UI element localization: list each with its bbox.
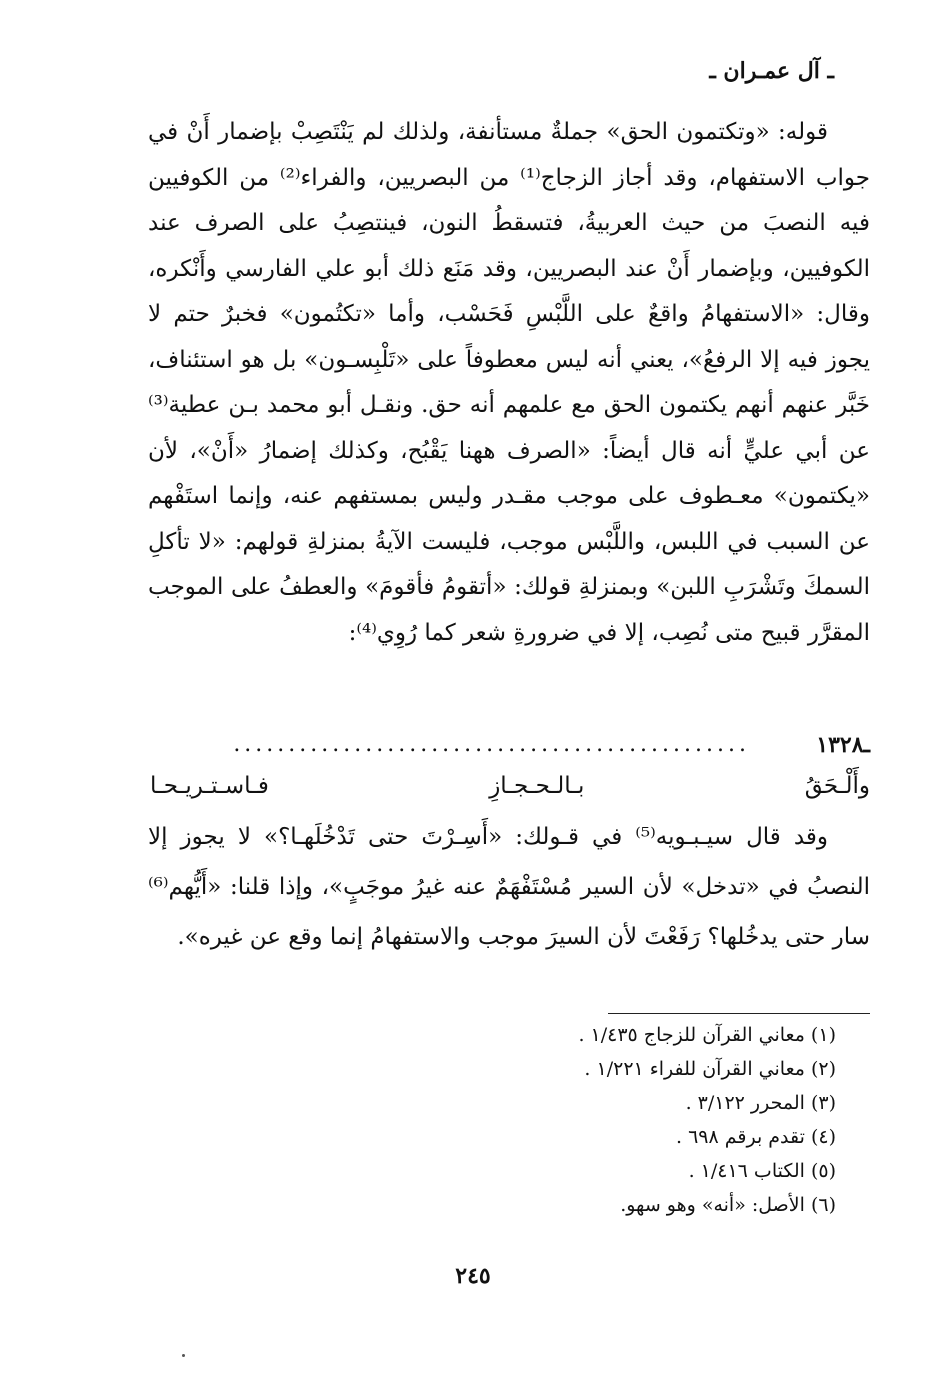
footnote-item: (٥) الكتاب ١/٤١٦ .	[688, 1160, 836, 1182]
dotted-leader: ...............................................	[233, 732, 750, 757]
footnote-item: (١) معاني القرآن للزجاج ١/٤٣٥ .	[578, 1024, 836, 1046]
poetry-verse: وأَلْـحَقُ بـالـحـجـازِ فـاسـتـريـحـا	[150, 773, 870, 799]
footnote-item: (٦) الأصل: «أنه» وهو سهو.	[620, 1194, 836, 1216]
footnote-item: (٤) تقدم برقم ٦٩٨ .	[675, 1126, 836, 1148]
paragraph-2: وقد قال سيـبـويه⁽⁵⁾ في قـولك: «أَسِـرْتَ حتى تَدْخُلَهـا؟» لا يجوز إلا النصبُ في «تدخل» لأن السير مُسْتَفْهَمٌ عنه غيرُ موجَبٍ»، وإذا قلنا: «أَيُّهم⁽⁶⁾ سار حتى يدخُلها؟ رَفَعْتَ لأن السيرَ موجب والاستفهامُ إنما وقع عن غيره».	[148, 824, 870, 950]
example-number: ـ١٣٢٨	[816, 732, 870, 758]
footnotes-list	[236, 1018, 836, 1222]
footnote-item: (٢) معاني القرآن للفراء ١/٢٢١ .	[584, 1058, 836, 1080]
second-text-block	[148, 812, 870, 962]
scan-speck	[182, 1354, 185, 1357]
footnote-item: (٣) المحرر ٣/١٢٢ .	[685, 1092, 836, 1114]
footnote-separator	[608, 1013, 870, 1014]
example-number-row	[148, 732, 870, 764]
page-number: ٢٤٥	[455, 1263, 491, 1289]
paragraph-1: قوله: «وتكتمون الحق» جملةٌ مستأنفة، ولذلك لم يَنْتَصِبْ بإضمار أَنْ في جواب الاستفهام، وقد أجاز الزجاج⁽¹⁾ من البصريين، والفراء⁽²⁾ من الكوفيين فيه النصبَ من حيث العربيةُ، فتسقطُ النون، فينتصِبُ على الصرف عند الكوفيين، وبإضمار أَنْ عند البصريين، وقد مَنَع ذلك أبو علي الفارسي وأَنْكره، وقال: «الاستفهامُ واقعٌ على اللَّبْسِ فَحَسْب، وأما «تكتُمون» فخبرٌ حتم لا يجوز فيه إلا الرفعُ»، يعني أنه ليس معطوفاً على «تَلْبِسـون» بل هو استئناف، خَبَّر عنهم أنهم يكتمون الحق مع علمهم أنه حق. ونقـل أبو محمد بـن عطية⁽³⁾ عن أبي عليٍّ أنه قال أيضاً: «الصرف ههنا يَقْبُح، وكذلك إضمارُ «أَنْ»، لأن «يكتمون» معـطوف على موجب مقـدر وليس بمستفهم عنه، وإنما استَفْهم عن السبب في اللبس، واللَّبْس موجب، فليست الآيةُ بمنزلةِ قولهم: «لا تأكلِ السمكَ وتَشْرَبِ اللبن» وبمنزلةِ قولك: «أتقومُ فأقومَ» والعطفُ على الموجب المقرَّر قبيح متى نُصِب، إلا في ضرورةِ شعر كما رُوِي⁽⁴⁾:	[148, 119, 870, 646]
main-text-block	[148, 110, 870, 656]
running-head: ـ آل عمـران ـ	[709, 58, 834, 84]
